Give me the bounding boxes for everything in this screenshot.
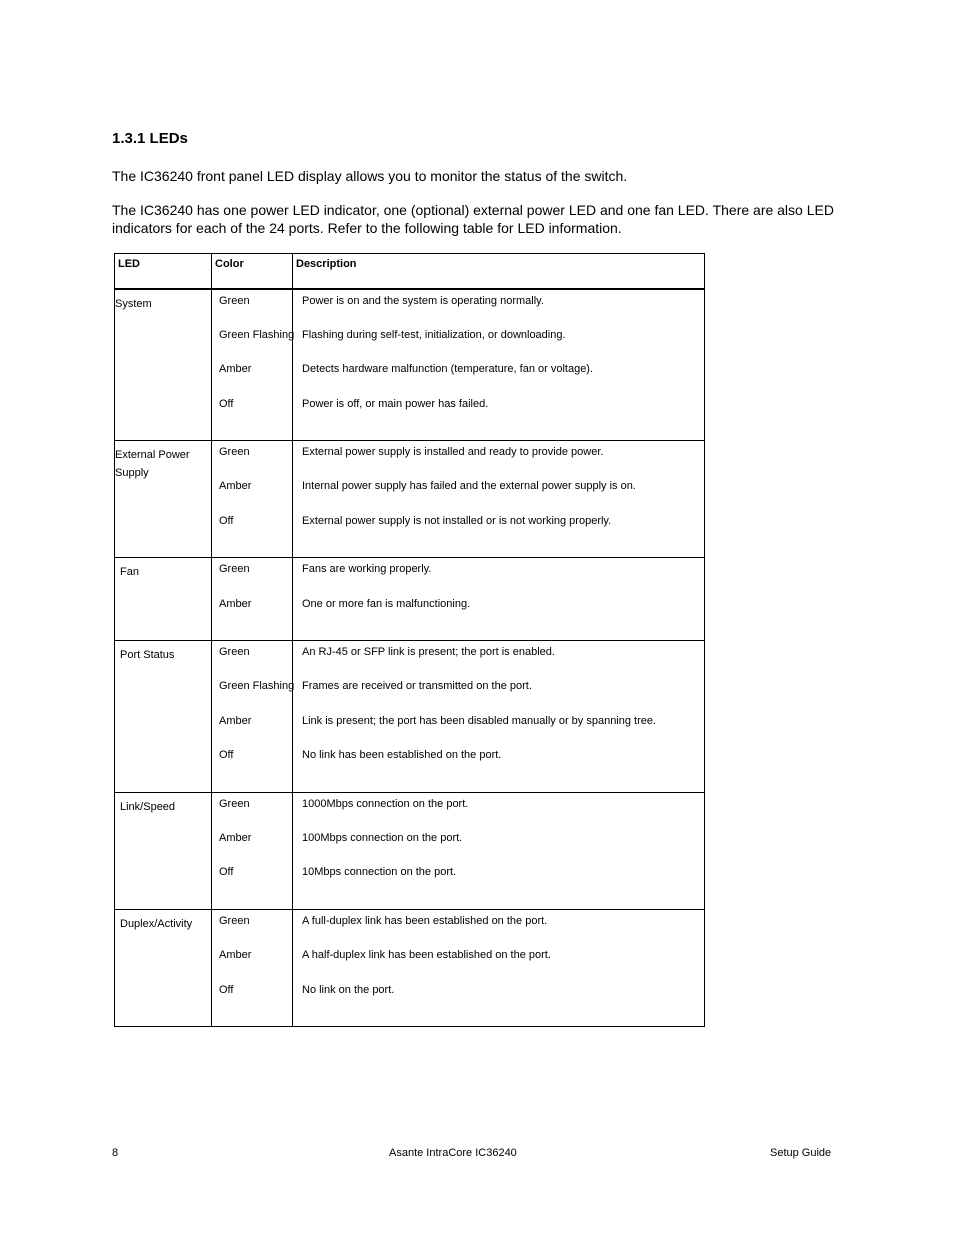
- description-cell: Flashing during self-test, initialization, or downloading.: [302, 328, 566, 341]
- led-name: Fan: [120, 566, 139, 579]
- description-cell: An RJ-45 or SFP link is present; the port is enabled.: [302, 646, 555, 659]
- description-cell: One or more fan is malfunctioning.: [302, 597, 471, 610]
- color-cell: Green: [219, 563, 250, 576]
- led-table: [114, 253, 705, 1027]
- description-cell: A full-duplex link has been established on the port.: [302, 914, 548, 927]
- description-cell: 10Mbps connection on the port.: [302, 866, 457, 879]
- header-led: LED: [115, 254, 212, 289]
- led-name: External Power Supply: [115, 449, 190, 480]
- led-name: Link/Speed: [120, 800, 176, 813]
- led-name: System: [115, 297, 152, 310]
- color-cell: Amber: [219, 597, 252, 610]
- footer-product-name: Asante IntraCore IC36240: [389, 1147, 517, 1159]
- description-cell: External power supply is not installed or is not working properly.: [302, 514, 612, 527]
- color-cell: Green Flashing: [219, 328, 295, 341]
- header-color: Color: [212, 254, 293, 289]
- color-cell: Amber: [219, 714, 252, 727]
- description-cell: Link is present; the port has been disabled manually or by spanning tree.: [302, 714, 657, 727]
- footer-page-number: 8: [112, 1147, 119, 1159]
- description-cell: Detects hardware malfunction (temperature, fan or voltage).: [302, 363, 594, 376]
- color-cell: Green Flashing: [219, 680, 295, 693]
- color-cell: Green: [219, 294, 250, 307]
- color-cell: Off: [219, 514, 234, 527]
- description-cell: 100Mbps connection on the port.: [302, 831, 463, 844]
- color-cell: Off: [219, 866, 234, 879]
- color-cell: Off: [219, 397, 234, 410]
- color-cell: Green: [219, 646, 250, 659]
- color-cell: Off: [219, 983, 234, 996]
- table-row-external-power-supply: [115, 441, 705, 558]
- color-cell: Green: [219, 797, 250, 810]
- description-cell: Frames are received or transmitted on the port.: [302, 680, 532, 693]
- description-cell: No link has been established on the port.: [302, 749, 502, 762]
- table-header-row: [115, 254, 705, 289]
- table-row-system: [115, 289, 705, 441]
- description-cell: Fans are working properly.: [302, 563, 432, 576]
- color-cell: Green: [219, 914, 250, 927]
- color-cell: Amber: [219, 480, 252, 493]
- color-cell: Off: [219, 749, 234, 762]
- led-name: Port Status: [120, 649, 175, 662]
- table-row-duplex-activity: [115, 909, 705, 1026]
- description-cell: Power is on and the system is operating normally.: [302, 294, 544, 307]
- led-overview-paragraph: The IC36240 has one power LED indicator, one (optional) external power LED and one fan LED. There are also LED indicators for each of the 24 ports. Refer to the following table for LED information.: [112, 202, 834, 236]
- description-cell: No link on the port.: [302, 983, 395, 996]
- description-cell: External power supply is installed and ready to provide power.: [302, 446, 604, 459]
- table-row-link-speed: [115, 792, 705, 909]
- table-row-port-status: [115, 641, 705, 793]
- color-cell: Amber: [219, 949, 252, 962]
- color-cell: Amber: [219, 363, 252, 376]
- description-cell: 1000Mbps connection on the port.: [302, 797, 469, 810]
- led-name: Duplex/Activity: [120, 917, 193, 930]
- header-description: Description: [293, 254, 705, 289]
- table-row-fan: [115, 558, 705, 641]
- description-cell: Internal power supply has failed and the external power supply is on.: [302, 480, 636, 493]
- description-cell: Power is off, or main power has failed.: [302, 397, 489, 410]
- color-cell: Amber: [219, 831, 252, 844]
- color-cell: Green: [219, 446, 250, 459]
- footer-document-title: Setup Guide: [770, 1147, 832, 1159]
- description-cell: A half-duplex link has been established on the port.: [302, 949, 551, 962]
- intro-paragraph: The IC36240 front panel LED display allows you to monitor the status of the switch.: [112, 168, 628, 184]
- section-heading: 1.3.1 LEDs: [112, 130, 188, 147]
